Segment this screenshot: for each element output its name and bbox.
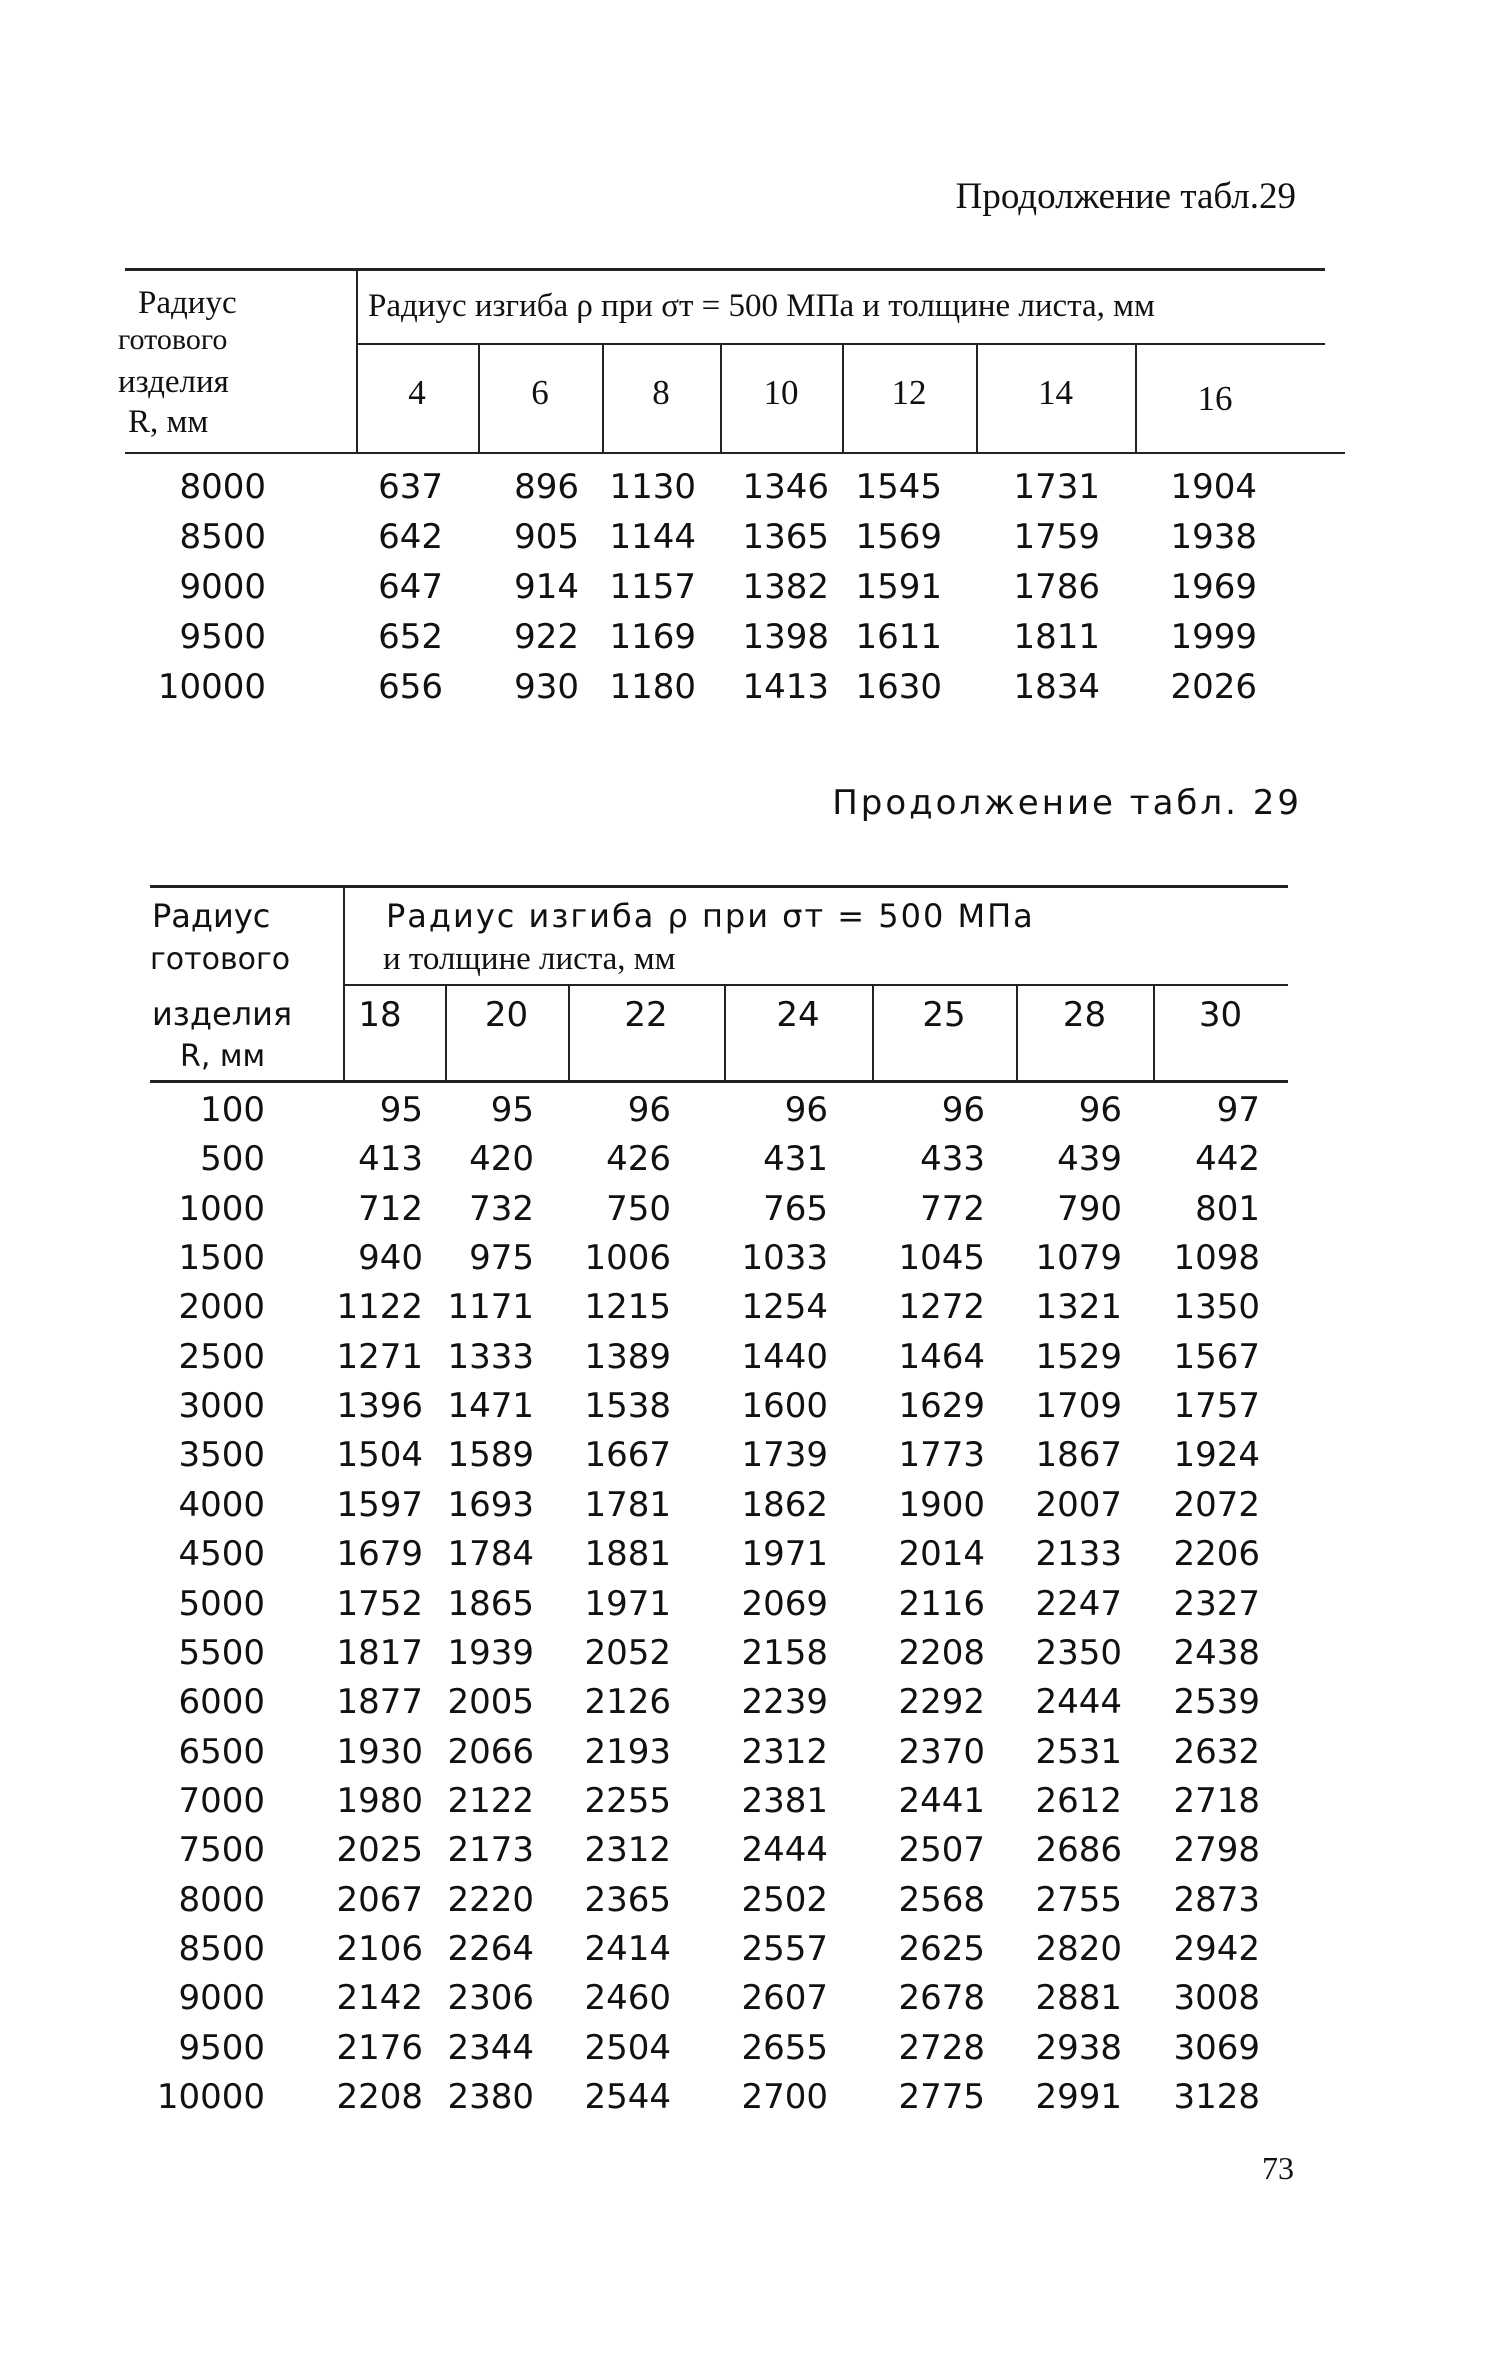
value-cell: 2025 (336, 1830, 423, 1871)
value-cell: 1567 (1173, 1336, 1260, 1377)
value-cell: 1971 (584, 1583, 671, 1624)
value-cell: 1346 (742, 467, 829, 507)
value-cell: 420 (469, 1139, 534, 1180)
value-cell: 922 (514, 617, 579, 657)
value-cell: 2441 (898, 1780, 985, 1821)
value-cell: 95 (490, 1090, 534, 1130)
value-cell: 2381 (741, 1780, 828, 1821)
value-cell: 1739 (741, 1435, 828, 1476)
table2-subheader-rule (343, 984, 1288, 986)
row-radius-cell: 3000 (178, 1386, 265, 1427)
table2-colhead: 24 (776, 995, 820, 1035)
value-cell: 1930 (336, 1731, 423, 1772)
value-cell: 1350 (1173, 1287, 1260, 1328)
value-cell: 1321 (1035, 1287, 1122, 1328)
row-radius-cell: 3500 (178, 1435, 265, 1476)
value-cell: 2126 (584, 1682, 671, 1723)
value-cell: 905 (514, 517, 579, 557)
table1-rowhead-line1: Радиус (138, 285, 237, 321)
value-cell: 2607 (741, 1978, 828, 2019)
value-cell: 1398 (742, 617, 829, 657)
value-cell: 1980 (336, 1780, 423, 1821)
value-cell: 1611 (855, 617, 942, 657)
value-cell: 433 (920, 1139, 985, 1180)
value-cell: 1862 (741, 1484, 828, 1525)
table1-header-bottom-rule (125, 452, 1345, 454)
value-cell: 750 (606, 1188, 671, 1229)
row-radius-cell: 8500 (179, 517, 266, 557)
value-cell: 2106 (336, 1928, 423, 1969)
value-cell: 95 (379, 1090, 423, 1130)
value-cell: 1440 (741, 1336, 828, 1377)
table-row (0, 613, 1500, 662)
table-row (0, 2024, 1500, 2073)
row-radius-cell: 9500 (178, 2027, 265, 2068)
value-cell: 790 (1057, 1188, 1122, 1229)
value-cell: 1817 (336, 1632, 423, 1673)
value-cell: 1130 (609, 467, 696, 507)
value-cell: 2507 (898, 1830, 985, 1871)
value-cell: 1169 (609, 617, 696, 657)
table2-rowhead-line3: изделия (152, 995, 293, 1033)
table2-colhead: 22 (624, 995, 668, 1035)
table-row (0, 1333, 1500, 1382)
value-cell: 2686 (1035, 1830, 1122, 1871)
value-cell: 442 (1195, 1139, 1260, 1180)
value-cell: 1752 (336, 1583, 423, 1624)
value-cell: 1904 (1170, 467, 1257, 507)
value-cell: 2438 (1173, 1632, 1260, 1673)
value-cell: 2414 (584, 1928, 671, 1969)
value-cell: 642 (378, 517, 443, 557)
value-cell: 1254 (741, 1287, 828, 1328)
value-cell: 2728 (898, 2027, 985, 2068)
value-cell: 2014 (898, 1534, 985, 1575)
table1-caption: Продолжение табл.29 (955, 176, 1296, 217)
table-row (0, 1135, 1500, 1184)
table2-header-bottom-rule (150, 1080, 1288, 1083)
value-cell: 2798 (1173, 1830, 1260, 1871)
value-cell: 413 (358, 1139, 423, 1180)
row-radius-cell: 7000 (178, 1780, 265, 1821)
value-cell: 2365 (584, 1879, 671, 1920)
row-radius-cell: 8000 (178, 1879, 265, 1920)
value-cell: 2292 (898, 1682, 985, 1723)
value-cell: 2193 (584, 1731, 671, 1772)
value-cell: 2718 (1173, 1780, 1260, 1821)
table-row (0, 1234, 1500, 1283)
table2-rowhead-line1: Радиус (152, 897, 271, 935)
value-cell: 2991 (1035, 2077, 1122, 2117)
table2-colhead: 20 (484, 995, 529, 1035)
table-row (0, 1876, 1500, 1925)
value-cell: 637 (378, 467, 443, 507)
row-radius-cell: 500 (200, 1139, 265, 1180)
value-cell: 1144 (609, 517, 696, 557)
row-radius-cell: 8000 (179, 467, 266, 507)
table1-subheader-rule (356, 343, 1325, 345)
value-cell: 2873 (1173, 1879, 1260, 1920)
value-cell: 2350 (1035, 1632, 1122, 1673)
value-cell: 2133 (1035, 1534, 1122, 1575)
table-row (0, 1283, 1500, 1332)
row-radius-cell: 9500 (179, 617, 266, 657)
value-cell: 2820 (1035, 1928, 1122, 1969)
value-cell: 2881 (1035, 1978, 1122, 2019)
value-cell: 1759 (1013, 517, 1100, 557)
value-cell: 1773 (898, 1435, 985, 1476)
value-cell: 2568 (898, 1879, 985, 1920)
table-row (0, 513, 1500, 562)
table2-rowhead-line2: готового (150, 942, 291, 977)
value-cell: 96 (941, 1090, 985, 1130)
table-row (0, 1925, 1500, 1974)
value-cell: 1679 (336, 1534, 423, 1575)
value-cell: 1464 (898, 1336, 985, 1377)
row-radius-cell: 10000 (156, 2077, 265, 2117)
value-cell: 2007 (1035, 1484, 1122, 1525)
value-cell: 896 (514, 467, 579, 507)
row-radius-cell: 9000 (178, 1978, 265, 2019)
table-row (0, 1481, 1500, 1530)
table1-stub-divider (356, 268, 358, 452)
value-cell: 1709 (1035, 1386, 1122, 1427)
value-cell: 431 (763, 1139, 828, 1180)
table2-colhead: 18 (358, 995, 402, 1035)
value-cell: 1877 (336, 1682, 423, 1723)
value-cell: 2220 (447, 1879, 534, 1920)
table-row (0, 1629, 1500, 1678)
table2-span-header-line2: и толщине листа, мм (383, 941, 676, 977)
value-cell: 1122 (336, 1287, 423, 1328)
value-cell: 1272 (898, 1287, 985, 1328)
value-cell: 97 (1216, 1090, 1260, 1130)
value-cell: 1781 (584, 1484, 671, 1525)
row-radius-cell: 6000 (178, 1682, 265, 1723)
value-cell: 1389 (584, 1336, 671, 1377)
value-cell: 1033 (741, 1238, 828, 1279)
value-cell: 2066 (447, 1731, 534, 1772)
value-cell: 426 (606, 1139, 671, 1180)
value-cell: 1881 (584, 1534, 671, 1575)
value-cell: 1731 (1013, 467, 1100, 507)
value-cell: 1834 (1013, 667, 1100, 707)
value-cell: 1365 (742, 517, 829, 557)
value-cell: 96 (784, 1090, 828, 1130)
value-cell: 2775 (898, 2077, 985, 2117)
value-cell: 1591 (855, 567, 942, 607)
value-cell: 2539 (1173, 1682, 1260, 1723)
table2-span-header-line1: Радиус изгиба ρ при σт = 500 МПа (386, 897, 1035, 935)
table1-colhead: 6 (531, 373, 549, 412)
value-cell: 1630 (855, 667, 942, 707)
value-cell: 2444 (741, 1830, 828, 1871)
value-cell: 1545 (855, 467, 942, 507)
value-cell: 1600 (741, 1386, 828, 1427)
value-cell: 2158 (741, 1632, 828, 1673)
table2-colhead: 30 (1198, 995, 1243, 1035)
value-cell: 2173 (447, 1830, 534, 1871)
value-cell: 2327 (1173, 1583, 1260, 1624)
row-radius-cell: 5500 (178, 1632, 265, 1673)
value-cell: 2504 (584, 2027, 671, 2068)
value-cell: 1900 (898, 1484, 985, 1525)
value-cell: 2306 (447, 1978, 534, 2019)
value-cell: 1939 (447, 1632, 534, 1673)
value-cell: 2700 (741, 2077, 828, 2117)
value-cell: 1529 (1035, 1336, 1122, 1377)
value-cell: 1693 (447, 1484, 534, 1525)
value-cell: 1786 (1013, 567, 1100, 607)
value-cell: 1784 (447, 1534, 534, 1575)
value-cell: 1079 (1035, 1238, 1122, 1279)
table2-colhead: 28 (1062, 995, 1107, 1035)
row-radius-cell: 2500 (178, 1336, 265, 1377)
value-cell: 2067 (336, 1879, 423, 1920)
value-cell: 1471 (447, 1386, 534, 1427)
value-cell: 3069 (1173, 2027, 1260, 2068)
value-cell: 1171 (447, 1287, 534, 1328)
table-row (0, 1728, 1500, 1777)
table-row (0, 1974, 1500, 2023)
value-cell: 1396 (336, 1386, 423, 1427)
value-cell: 1667 (584, 1435, 671, 1476)
value-cell: 1098 (1173, 1238, 1260, 1279)
row-radius-cell: 7500 (178, 1830, 265, 1871)
value-cell: 2612 (1035, 1780, 1122, 1821)
value-cell: 2632 (1173, 1731, 1260, 1772)
table-row (0, 1530, 1500, 1579)
value-cell: 2370 (898, 1731, 985, 1772)
table1-colhead: 14 (1038, 373, 1073, 412)
value-cell: 1333 (447, 1336, 534, 1377)
value-cell: 2942 (1173, 1928, 1260, 1969)
value-cell: 2344 (447, 2027, 534, 2068)
value-cell: 772 (920, 1188, 985, 1229)
value-cell: 1413 (742, 667, 829, 707)
value-cell: 2460 (584, 1978, 671, 2019)
value-cell: 2938 (1035, 2027, 1122, 2068)
value-cell: 1589 (447, 1435, 534, 1476)
value-cell: 2678 (898, 1978, 985, 2019)
table-row (0, 1826, 1500, 1875)
value-cell: 96 (627, 1090, 671, 1130)
table1-colhead: 10 (763, 373, 799, 412)
value-cell: 1811 (1013, 617, 1100, 657)
page-number: 73 (1262, 2150, 1294, 2186)
value-cell: 2312 (584, 1830, 671, 1871)
value-cell: 1938 (1170, 517, 1257, 557)
value-cell: 1865 (447, 1583, 534, 1624)
value-cell: 2052 (584, 1632, 671, 1673)
value-cell: 732 (469, 1188, 534, 1229)
value-cell: 2444 (1035, 1682, 1122, 1723)
value-cell: 2005 (447, 1682, 534, 1723)
value-cell: 2502 (741, 1879, 828, 1920)
value-cell: 1180 (609, 667, 696, 707)
value-cell: 2239 (741, 1682, 828, 1723)
value-cell: 2072 (1173, 1484, 1260, 1525)
value-cell: 2544 (584, 2077, 671, 2117)
value-cell: 2557 (741, 1928, 828, 1969)
table2-caption: Продолжение табл. 29 (832, 783, 1302, 823)
table-row (0, 1678, 1500, 1727)
row-radius-cell: 6500 (178, 1731, 265, 1772)
table-row (0, 1777, 1500, 1826)
value-cell: 1757 (1173, 1386, 1260, 1427)
value-cell: 2116 (898, 1583, 985, 1624)
value-cell: 712 (358, 1188, 423, 1229)
table-row (0, 1185, 1500, 1234)
value-cell: 1867 (1035, 1435, 1122, 1476)
value-cell: 975 (469, 1238, 534, 1279)
value-cell: 652 (378, 617, 443, 657)
value-cell: 1045 (898, 1238, 985, 1279)
value-cell: 2247 (1035, 1583, 1122, 1624)
row-radius-cell: 100 (200, 1090, 265, 1130)
row-radius-cell: 10000 (157, 667, 266, 707)
value-cell: 1157 (609, 567, 696, 607)
table2-stub-divider (343, 885, 345, 1080)
value-cell: 1924 (1173, 1435, 1260, 1476)
value-cell: 2755 (1035, 1879, 1122, 1920)
value-cell: 1629 (898, 1386, 985, 1427)
value-cell: 1271 (336, 1336, 423, 1377)
value-cell: 940 (358, 1238, 423, 1279)
value-cell: 2380 (447, 2077, 534, 2117)
value-cell: 765 (763, 1188, 828, 1229)
value-cell: 1597 (336, 1484, 423, 1525)
value-cell: 3008 (1173, 1978, 1260, 2019)
table2-colhead: 25 (922, 995, 966, 1035)
table1-top-rule (125, 268, 1325, 271)
value-cell: 1215 (584, 1287, 671, 1328)
table2-top-rule (150, 885, 1288, 888)
table-row (0, 663, 1500, 712)
value-cell: 914 (514, 567, 579, 607)
table1-colhead: 16 (1197, 379, 1233, 418)
value-cell: 439 (1057, 1139, 1122, 1180)
row-radius-cell: 9000 (179, 567, 266, 607)
table-row (0, 463, 1500, 512)
value-cell: 3128 (1173, 2077, 1260, 2117)
row-radius-cell: 4500 (178, 1534, 265, 1575)
value-cell: 930 (514, 667, 579, 707)
row-radius-cell: 1000 (178, 1188, 265, 1229)
table1-rowhead-line4: R, мм (128, 404, 209, 440)
value-cell: 1006 (584, 1238, 671, 1279)
value-cell: 2655 (741, 2027, 828, 2068)
value-cell: 96 (1078, 1090, 1122, 1130)
value-cell: 2069 (741, 1583, 828, 1624)
value-cell: 1569 (855, 517, 942, 557)
table1-rowhead-line2: готового (118, 323, 228, 356)
value-cell: 1971 (741, 1534, 828, 1575)
value-cell: 1504 (336, 1435, 423, 1476)
table2-rowhead-line4: R, мм (180, 1039, 266, 1074)
table1-colhead: 8 (652, 373, 670, 412)
row-radius-cell: 5000 (178, 1583, 265, 1624)
value-cell: 2625 (898, 1928, 985, 1969)
table-row (0, 1580, 1500, 1629)
value-cell: 2208 (898, 1632, 985, 1673)
value-cell: 1538 (584, 1386, 671, 1427)
value-cell: 2176 (336, 2027, 423, 2068)
row-radius-cell: 8500 (178, 1928, 265, 1969)
table-row (0, 1382, 1500, 1431)
value-cell: 2264 (447, 1928, 534, 1969)
value-cell: 1382 (742, 567, 829, 607)
value-cell: 2531 (1035, 1731, 1122, 1772)
table-row (0, 563, 1500, 612)
value-cell: 2208 (336, 2077, 423, 2117)
table1-rowhead-line3: изделия (118, 364, 229, 400)
value-cell: 656 (378, 667, 443, 707)
value-cell: 1999 (1170, 617, 1257, 657)
table-row (0, 1086, 1500, 1135)
table-row (0, 2073, 1500, 2122)
value-cell: 2122 (447, 1780, 534, 1821)
value-cell: 2026 (1170, 667, 1257, 707)
row-radius-cell: 1500 (178, 1238, 265, 1279)
value-cell: 2312 (741, 1731, 828, 1772)
value-cell: 1969 (1170, 567, 1257, 607)
value-cell: 2142 (336, 1978, 423, 2019)
value-cell: 801 (1195, 1188, 1260, 1229)
table-row (0, 1431, 1500, 1480)
table1-colhead: 4 (408, 373, 426, 412)
table1-span-header: Радиус изгиба ρ при σт = 500 МПа и толщине листа, мм (368, 288, 1155, 324)
table1-colhead: 12 (891, 373, 927, 412)
value-cell: 2255 (584, 1780, 671, 1821)
row-radius-cell: 4000 (178, 1484, 265, 1525)
value-cell: 2206 (1173, 1534, 1260, 1575)
row-radius-cell: 2000 (178, 1287, 265, 1328)
value-cell: 647 (378, 567, 443, 607)
